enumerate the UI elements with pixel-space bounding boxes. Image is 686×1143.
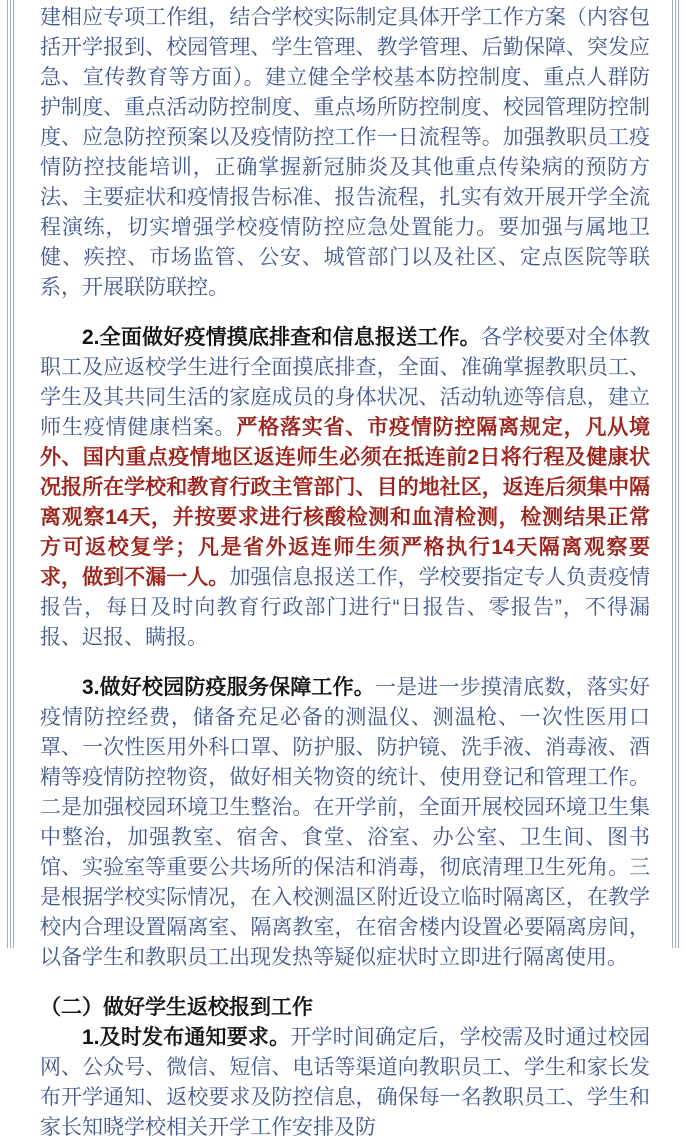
item-1-lead-heading: 1.及时发布通知要求。 — [82, 1026, 291, 1049]
body-text-segment: 建相应专项工作组，结合学校实际制定具体开学工作方案（内容包括开学报到、校园管理、学生管理、教学管理、后勤保障、突发应急、宣传教育等方面）。建立健全学校基本防控制度、重点人群防护制度、重点活动防控制度、重点场所防控制度、校园管理防控制度、应急防控预案以及疫情防控工作一日流程等。加强教职员工疫情防控技能培训，正确掌握新冠肺炎及其他重点传染病的预防方法、主要症状和疫情报告标准、报告流程，扎实有效开展开学全流程演练，切实增强学校疫情防控应急处置能力。要加强与属地卫健、疾控、市场监管、公安、城管部门以及社区、定点医院等联系，开展联防联控。 — [40, 6, 650, 299]
red-emphasis-segment: 严格落实省、市疫情防控隔离规定，凡从境外、国内重点疫情地区返连师生必须在抵连前2日将行程及健康状况报所在学校和教育行政主管部门、目的地社区，返连后须集中隔离观察14天，并按要求进行核酸检测和血清检测，检测结果正常方可返校复学；凡是省外返连师生须严格执行14天隔离观察要求，做到不漏一人。 — [40, 416, 651, 589]
item-1-paragraph — [40, 1023, 650, 1143]
body-text-segment: 一是进一步摸清底数，落实好疫情防控经费，储备充足必备的测温仪、测温枪、一次性医用口罩、一次性医用外科口罩、防护服、防护镜、洗手液、消毒液、酒精等疫情防控物资，做好相关物资的统计、使用登记和管理工作。二是加强校园环境卫生整治。在开学前，全面开展校园环境卫生集中整治，加强教室、宿舍、食堂、浴室、办公室、卫生间、图书馆、实验室等重要公共场所的保洁和消毒，彻底清理卫生死角。三是根据学校实际情况，在入校测温区附近设立临时隔离区，在教学校内合理设置隔离室、隔离教室，在宿舍楼内设置必要隔离房间，以备学生和教职员工出现发热等疑似症状时立即进行隔离使用。 — [40, 676, 651, 969]
continuation-paragraph — [40, 3, 650, 303]
section-heading-text: （二）做好学生返校报到工作 — [40, 996, 313, 1019]
page-border-left — [7, 0, 14, 948]
item-3-paragraph — [40, 673, 650, 973]
item-2-paragraph — [40, 323, 650, 653]
item-2-lead-heading: 2.全面做好疫情摸底排查和信息报送工作。 — [82, 326, 481, 349]
body-text-segment: 各学校要对全体教职工及应返校学生进行全面摸底排查，全面、准确掌握教职员工、学生及其共同生活的家庭成员的身体状况、活动轨迹等信息，建立师生疫情健康档案。 — [40, 326, 651, 439]
section-2-heading — [40, 993, 650, 1023]
document-body — [40, 3, 650, 1143]
body-text-segment: 加强信息报送工作，学校要指定专人负责疫情报告，每日及时向教育行政部门进行“日报告、零报告”，不得漏报、迟报、瞒报。 — [40, 566, 651, 649]
item-3-lead-heading: 3.做好校园防疫服务保障工作。 — [82, 676, 375, 699]
page-border-right — [672, 0, 679, 948]
body-text-segment: 开学时间确定后，学校需及时通过校园网、公众号、微信、短信、电话等渠道向教职员工、学生和家长发布开学通知、返校要求及防控信息，确保每一名教职员工、学生和家长知晓学校相关开学工作安排及防 — [40, 1026, 651, 1139]
